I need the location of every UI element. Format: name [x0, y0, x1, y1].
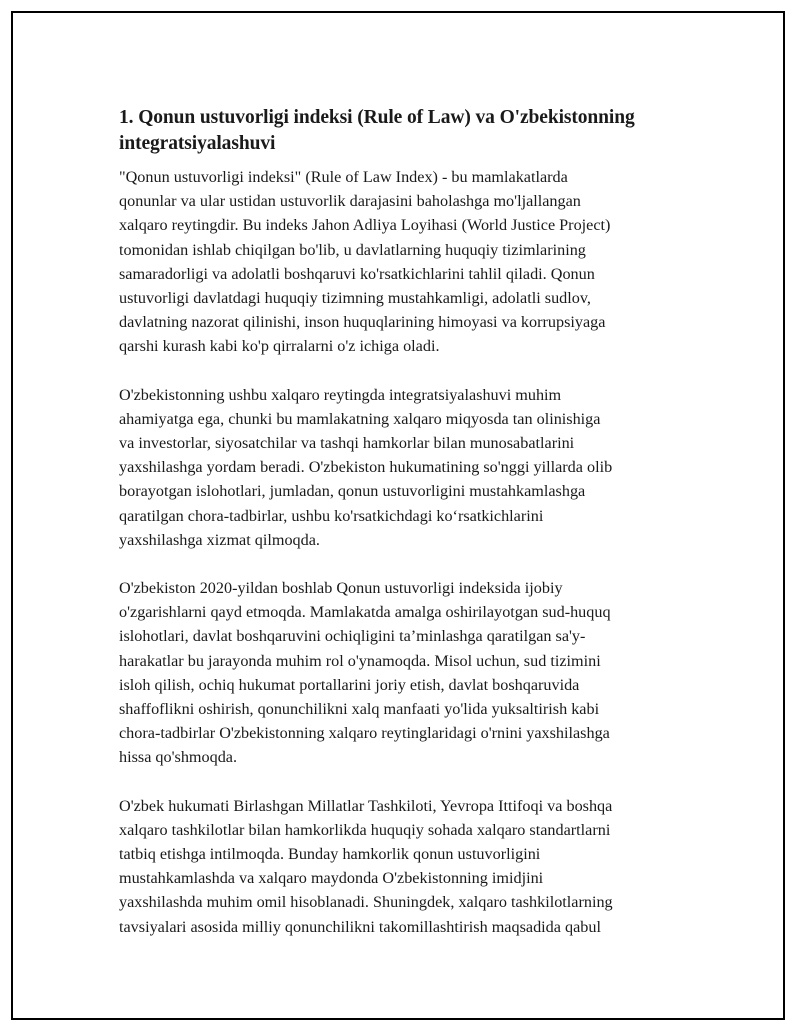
page-frame [11, 11, 785, 1020]
document-body [119, 105, 697, 939]
section-heading: 1. Qonun ustuvorligi indeksi (Rule of Law) va O'zbekistonning integratsiyalashuvi [119, 107, 635, 154]
paragraph-1: "Qonun ustuvorligi indeksi" (Rule of Law Index) - bu mamlakatlarda qonunlar va ular ustidan ustuvorlik darajasini baholashga mo'ljallangan xalqaro reytingdir. Bu indeks Jahon Adliya Loyihasi (World Justice Project) tomonidan ishlab chiqilgan bo'lib, u davlatlarning huquqiy tizimlarining samaradorligi va adolatli boshqaruvi ko'rsatkichlarini tahlil qiladi. Qonun ustuvorligi davlatdagi huquqiy tizimning mustahkamligi, adolatli sudlov, davlatning nazorat qilinishi, inson huquqlarining himoyasi va korrupsiyaga qarshi kurash kabi ko'p qirralarni o'z ichiga oladi. [119, 168, 611, 356]
paragraph-3: O'zbekiston 2020-yildan boshlab Qonun ustuvorligi indeksida ijobiy o'zgarishlarni qayd etmoqda. Mamlakatda amalga oshirilayotgan sud-huquq islohotlari, davlat boshqaruvini ochiqligini ta’minlashga qaratilgan sa'y- harakatlar bu jarayonda muhim rol o'ynamoqda. Misol uchun, sud tizimini isloh qilish, ochiq hukumat portallarini joriy etish, davlat boshqaruvida shaffoflikni oshirish, qonunchilikni xalq manfaati yo'lida yuksaltirish kabi chora-tadbirlar O'zbekistonning xalqaro reytinglaridagi o'rnini yaxshilashga hissa qo'shmoqda. [119, 579, 611, 767]
paragraph-4: O'zbek hukumati Birlashgan Millatlar Tashkiloti, Yevropa Ittifoqi va boshqa xalqaro tashkilotlar bilan hamkorlikda huquqiy sohada xalqaro standartlarni tatbiq etishga intilmoqda. Bunday hamkorlik qonun ustuvorligini mustahkamlashda va xalqaro maydonda O'zbekistonning imidjini yaxshilashda muhim omil hisoblanadi. Shuningdek, xalqaro tashkilotlarning tavsiyalari asosida milliy qonunchilikni takomillashtirish maqsadida qabul [119, 796, 613, 936]
paragraph-2: O'zbekistonning ushbu xalqaro reytingda integratsiyalashuvi muhim ahamiyatga ega, chunki bu mamlakatning xalqaro miqyosda tan olinishiga va investorlar, siyosatchilar va tashqi hamkorlar bilan munosabatlarini yaxshilashga yordam beradi. O'zbekiston hukumatining so'nggi yillarda olib borayotgan islohotlari, jumladan, qonun ustuvorligini mustahkamlashga qaratilgan chora-tadbirlar, ushbu ko'rsatkichdagi ko‘rsatkichlarini yaxshilashga xizmat qilmoqda. [119, 385, 613, 549]
